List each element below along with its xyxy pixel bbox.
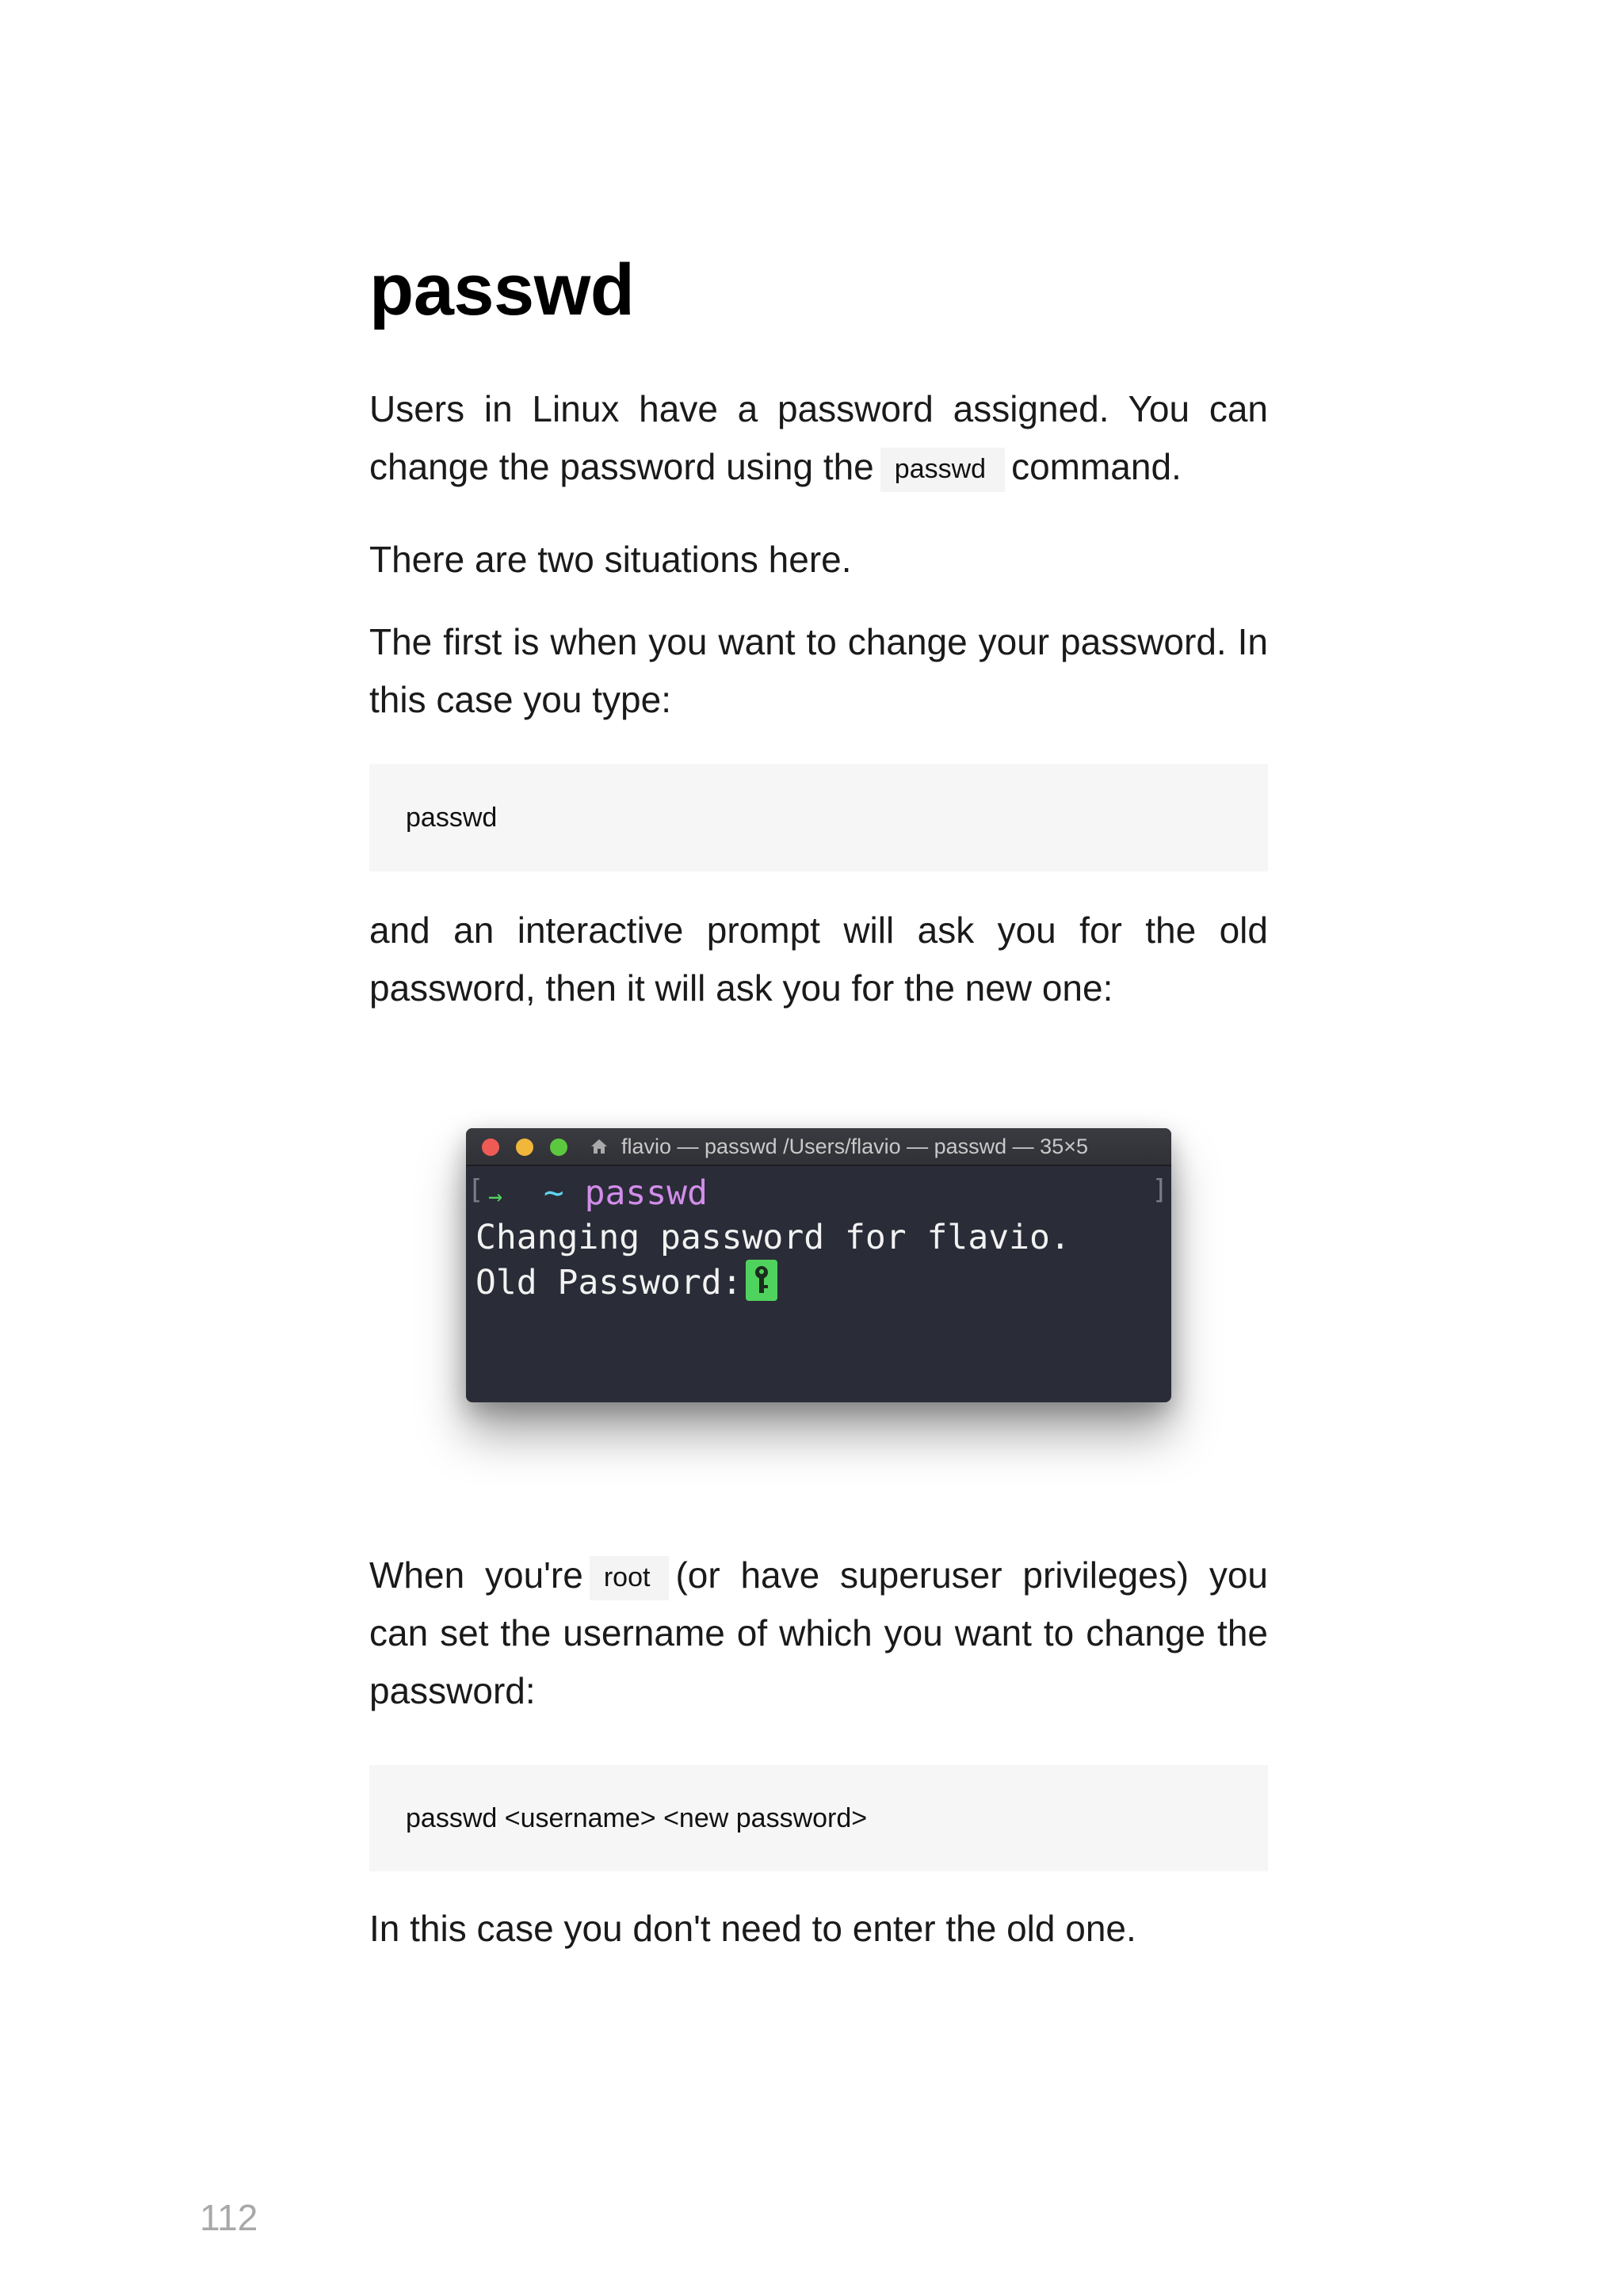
inline-code-root: root bbox=[590, 1556, 670, 1600]
page-heading: passwd bbox=[369, 250, 635, 330]
code-block-passwd bbox=[369, 764, 1268, 871]
paragraph-conclusion: In this case you don't need to enter the old one. bbox=[369, 1908, 1136, 1949]
paragraph-first-case: The first is when you want to change your password. In this case you type: bbox=[369, 621, 1268, 720]
zoom-window-button[interactable] bbox=[550, 1138, 567, 1156]
intro-text-after: command. bbox=[1011, 446, 1182, 487]
mark-bracket-left: [ bbox=[468, 1174, 484, 1206]
minimize-window-button[interactable] bbox=[516, 1138, 533, 1156]
root-text-before: When you're bbox=[369, 1554, 583, 1596]
terminal-output-line: Changing password for flavio. bbox=[475, 1218, 1071, 1257]
terminal-title: flavio — passwd /Users/flavio — passwd — 35×5 bbox=[621, 1135, 1088, 1158]
intro-text-before: Users in Linux have a password assigned. You can change the password using the bbox=[369, 388, 1268, 487]
paragraph-intro bbox=[369, 380, 1268, 496]
prompt-directory: ~ bbox=[543, 1173, 564, 1213]
paragraph-situations: There are two situations here. bbox=[369, 539, 852, 580]
mark-bracket-right: ] bbox=[1151, 1174, 1168, 1206]
terminal-password-line bbox=[475, 1260, 777, 1305]
terminal-window bbox=[466, 1128, 1171, 1402]
prompt-arrow: → bbox=[488, 1183, 503, 1211]
terminal-screenshot bbox=[466, 1128, 1171, 1402]
key-icon bbox=[746, 1260, 777, 1301]
prompt-command: passwd bbox=[584, 1173, 708, 1213]
page-number: 112 bbox=[200, 2197, 258, 2238]
inline-code-passwd: passwd bbox=[880, 448, 1005, 492]
code-block-passwd-username bbox=[369, 1765, 1268, 1871]
code-text-passwd: passwd bbox=[406, 802, 498, 833]
old-password-label: Old Password: bbox=[475, 1263, 743, 1302]
paragraph-interactive-prompt: and an interactive prompt will ask you for the old password, then it will ask you for the new one: bbox=[369, 910, 1268, 1009]
terminal-prompt-line bbox=[488, 1171, 708, 1219]
paragraph-root-case bbox=[369, 1547, 1268, 1720]
terminal-titlebar bbox=[466, 1128, 1171, 1166]
close-window-button[interactable] bbox=[482, 1138, 499, 1156]
root-text-after: (or have superuser privileges) you can set the username of which you want to change the password: bbox=[369, 1554, 1269, 1711]
home-icon bbox=[590, 1138, 610, 1155]
code-text-passwd-username: passwd <username> <new password> bbox=[406, 1802, 868, 1833]
terminal-body[interactable] bbox=[466, 1165, 1171, 1402]
